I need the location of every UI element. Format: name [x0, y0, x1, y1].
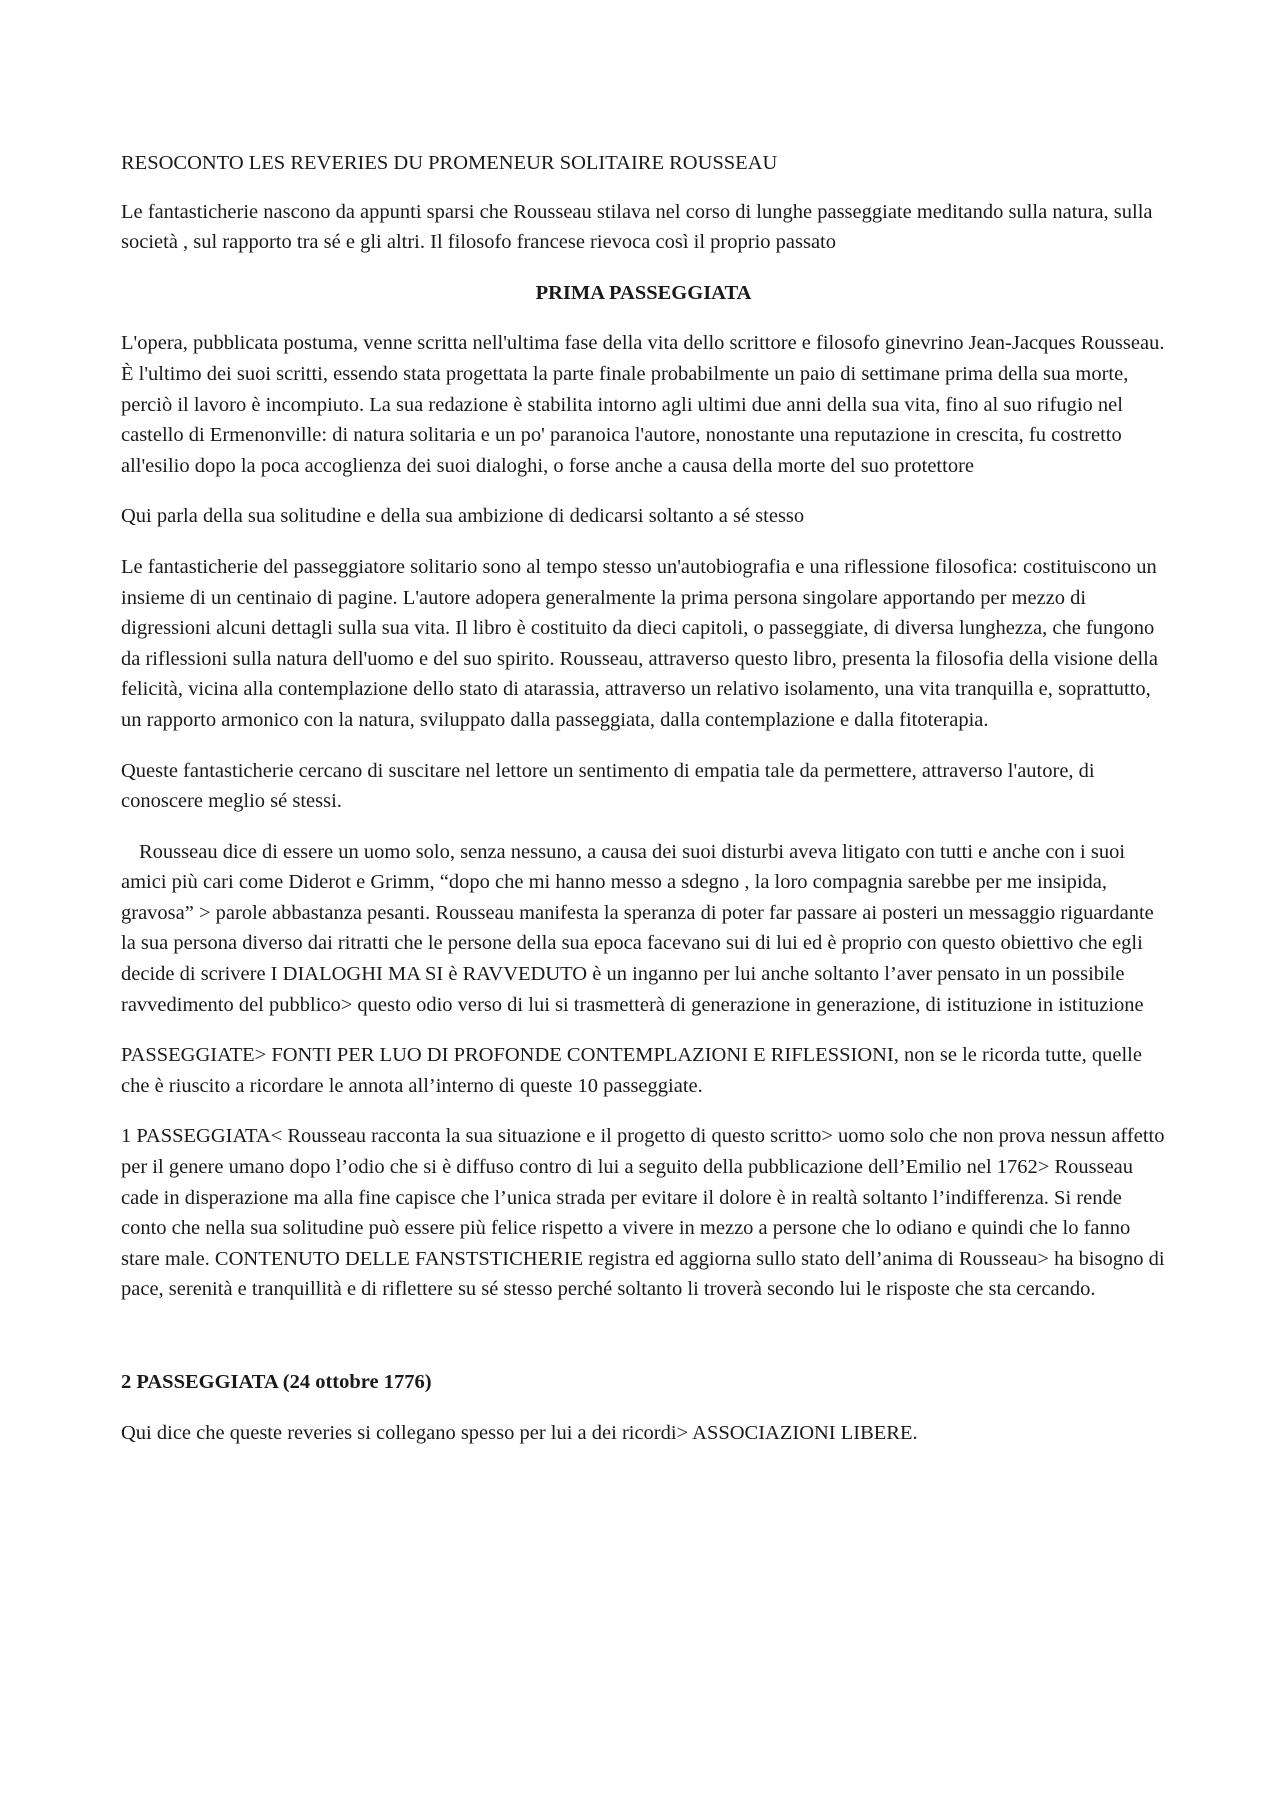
- paragraph-solitudine: Qui parla della sua solitudine e della sua ambizione di dedicarsi soltanto a sé stesso: [121, 505, 805, 528]
- paragraph-uomo-solo: Rousseau dice di essere un uomo solo, senza nessuno, a causa dei suoi disturbi aveva litigato con tutti e anche con i suoi amici più cari come Diderot e Grimm, “dopo che mi hanno messo a sdegno , la loro compagnia sarebbe per me insipida, gravosa” > parole abbastanza pesanti. Rousseau manifesta la speranza di poter far passare ai posteri un messaggio riguardante la sua persona diverso dai ritratti che le persone della sua epoca facevano sui di lui ed è proprio con questo obiettivo che egli decide di scrivere I DIALOGHI MA SI è RAVVEDUTO è un inganno per lui anche soltanto l’aver pensato in un possibile ravvedimento del pubblico> questo odio verso di lui si trasmetterà di generazione in generazione, di istituzione in istituzione: [121, 840, 1154, 1016]
- paragraph-opera: L'opera, pubblicata postuma, venne scritta nell'ultima fase della vita dello scrittore e filosofo ginevrino Jean-Jacques Rousseau. È l'ultimo dei suoi scritti, essendo stata progettata la parte finale probabilmente un paio di settimane prima della sua morte, perciò il lavoro è incompiuto. La sua redazione è stabilita intorno agli ultimi due anni della sua vita, fino al suo rifugio nel castello di Ermenonville: di natura solitaria e un po' paranoica l'autore, nonostante una reputazione in crescita, fu costretto all'esilio dopo la poca accoglienza dei suoi dialoghi, o forse anche a causa della morte del suo protettore: [121, 332, 1165, 477]
- paragraph-prima-passeggiata: 1 PASSEGGIATA< Rousseau racconta la sua situazione e il progetto di questo scritto> uomo solo che non prova nessun affetto per il genere umano dopo l’odio che si è diffuso contro di lui a seguito della pubblicazione dell’Emilio nel 1762> Rousseau cade in disperazione ma alla fine capisce che l’unica strada per evitare il dolore è in realtà soltanto l’indifferenza. Si rende conto che nella sua solitudine può essere più felice rispetto a vivere in mezzo a persone che lo odiano e quindi che lo fanno stare male. CONTENUTO DELLE FANSTSTICHERIE registra ed aggiorna sullo stato dell’anima di Rousseau> ha bisogno di pace, serenità e tranquillità e di riflettere su sé stesso perché soltanto li troverà secondo lui le risposte che sta cercando.: [121, 1125, 1165, 1301]
- paragraph-passeggiate: PASSEGGIATE> FONTI PER LUO DI PROFONDE CONTEMPLAZIONI E RIFLESSIONI, non se le ricorda tutte, quelle che è riuscito a ricordare le annota all’interno di queste 10 passeggiate.: [121, 1044, 1142, 1097]
- document-page: [121, 148, 1166, 1468]
- intro-paragraph: Le fantasticherie nascono da appunti sparsi che Rousseau stilava nel corso di lunghe passeggiate meditando sulla natura, sulla società , sul rapporto tra sé e gli altri. Il filosofo francese rievoca così il proprio passato: [121, 200, 1153, 254]
- paragraph-autobiografia: Le fantasticherie del passeggiatore solitario sono al tempo stesso un'autobiografia e una riflessione filosofica: costituiscono un insieme di un centinaio di pagine. L'autore adopera generalmente la prima persona singolare apportando per mezzo di digressioni alcuni dettagli sulla sua vita. Il libro è costituito da dieci capitoli, o passeggiate, di diversa lunghezza, che fungono da riflessioni sulla natura dell'uomo e del suo spirito. Rousseau, attraverso questo libro, presenta la filosofia della visione della felicità, vicina alla contemplazione dello stato di atarassia, attraverso un relativo isolamento, una vita tranquilla e, soprattutto, un rapporto armonico con la natura, sviluppato dalla passeggiata, dalla contemplazione e dalla fitoterapia.: [121, 555, 1158, 731]
- document-title: RESOCONTO LES REVERIES DU PROMENEUR SOLITAIRE ROUSSEAU: [121, 152, 778, 174]
- paragraph-reveries: Qui dice che queste reveries si collegano spesso per lui a dei ricordi> ASSOCIAZIONI LIBERE.: [121, 1421, 918, 1444]
- paragraph-empatia: Queste fantasticherie cercano di suscitare nel lettore un sentimento di empatia tale da permettere, attraverso l'autore, di conoscere meglio sé stessi.: [121, 759, 1095, 813]
- section-heading-prima-passeggiata: PRIMA PASSEGGIATA: [535, 281, 752, 304]
- section-heading-seconda-passeggiata: 2 PASSEGGIATA (24 ottobre 1776): [121, 1371, 432, 1393]
